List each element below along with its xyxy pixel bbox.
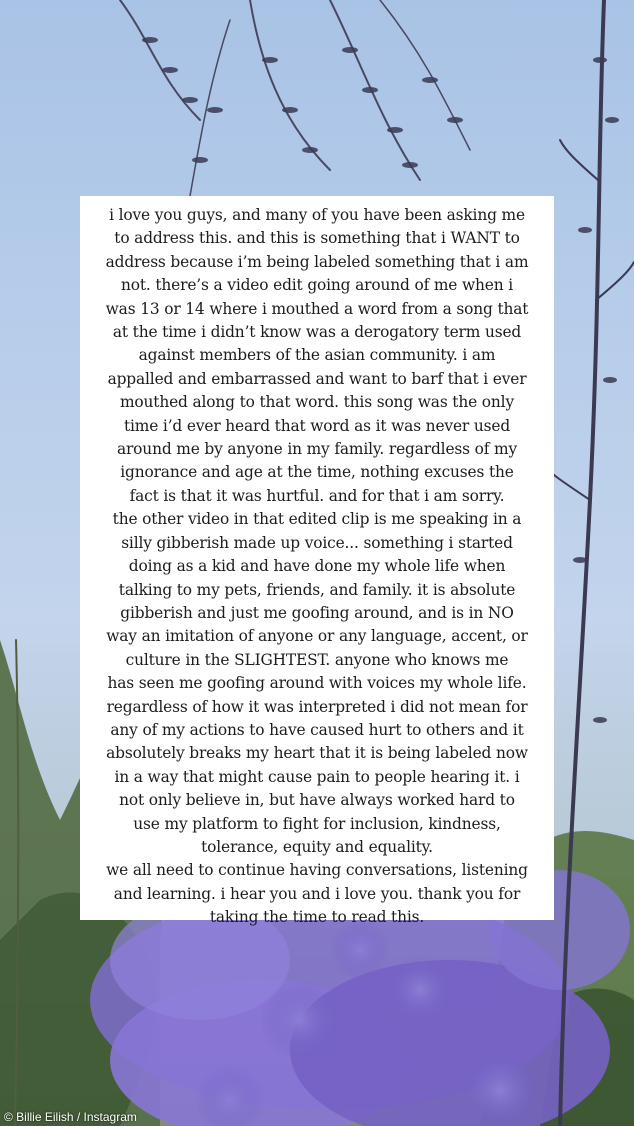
story-text-line: not. there’s a video edit going around of me when i [120, 276, 514, 295]
story-text-line: against members of the asian community. i am [138, 346, 496, 365]
story-text-line: silly gibberish made up voice... something i started [121, 533, 513, 552]
story-text-line: tolerance, equity and equality. [201, 837, 433, 856]
story-text-line: to address this. and this is something that i WANT to [114, 229, 520, 248]
story-text-line: ignorance and age at the time, nothing excuses the [120, 463, 514, 482]
story-text-line: we all need to continue having conversations, listening [106, 861, 528, 880]
story-text-line: taking the time to read this. [209, 908, 425, 927]
story-text-line: use my platform to fight for inclusion, kindness, [133, 814, 501, 833]
story-text-line: way an imitation of anyone or any language, accent, or [106, 627, 528, 646]
photo-credit: © Billie Eilish / Instagram [4, 1110, 137, 1124]
story-text-line: address because i’m being labeled something that i am [105, 252, 529, 271]
story-text-line: and learning. i hear you and i love you. thank you for [113, 884, 521, 903]
story-text-line: has seen me goofing around with voices my whole life. [107, 674, 527, 693]
story-text-line: gibberish and just me goofing around, and is in NO [120, 603, 514, 622]
story-text-line: doing as a kid and have done my whole life when [128, 557, 506, 576]
story-text-line: mouthed along to that word. this song was the only [119, 393, 515, 412]
story-text-line: around me by anyone in my family. regardless of my [116, 440, 518, 459]
story-text-line: in a way that might cause pain to people hearing it. i [114, 767, 520, 786]
story-text-line: any of my actions to have caused hurt to others and it [110, 720, 524, 739]
story-text-line: regardless of how it was interpreted i did not mean for [106, 697, 528, 716]
story-text-line: fact is that it was hurtful. and for that i am sorry. [129, 486, 505, 505]
story-text-line: culture in the SLIGHTEST. anyone who knows me [125, 650, 509, 669]
story-text-line: talking to my pets, friends, and family. it is absolute [118, 580, 516, 599]
story-text-line: i love you guys, and many of you have been asking me [109, 206, 525, 224]
story-text-line: appalled and embarrassed and want to barf that i ever [107, 369, 527, 388]
story-text-line: absolutely breaks my heart that it is being labeled now [106, 744, 528, 763]
story-text-line: was 13 or 14 where i mouthed a word from a song that [105, 299, 529, 318]
story-text-line: the other video in that edited clip is me speaking in a [112, 510, 522, 529]
story-text-line: time i’d ever heard that word as it was never used [123, 416, 511, 435]
story-text-line: at the time i didn’t know was a derogatory term used [112, 323, 522, 342]
story-text-line: not only believe in, but have always worked hard to [119, 791, 515, 810]
story-text-card [80, 196, 554, 927]
